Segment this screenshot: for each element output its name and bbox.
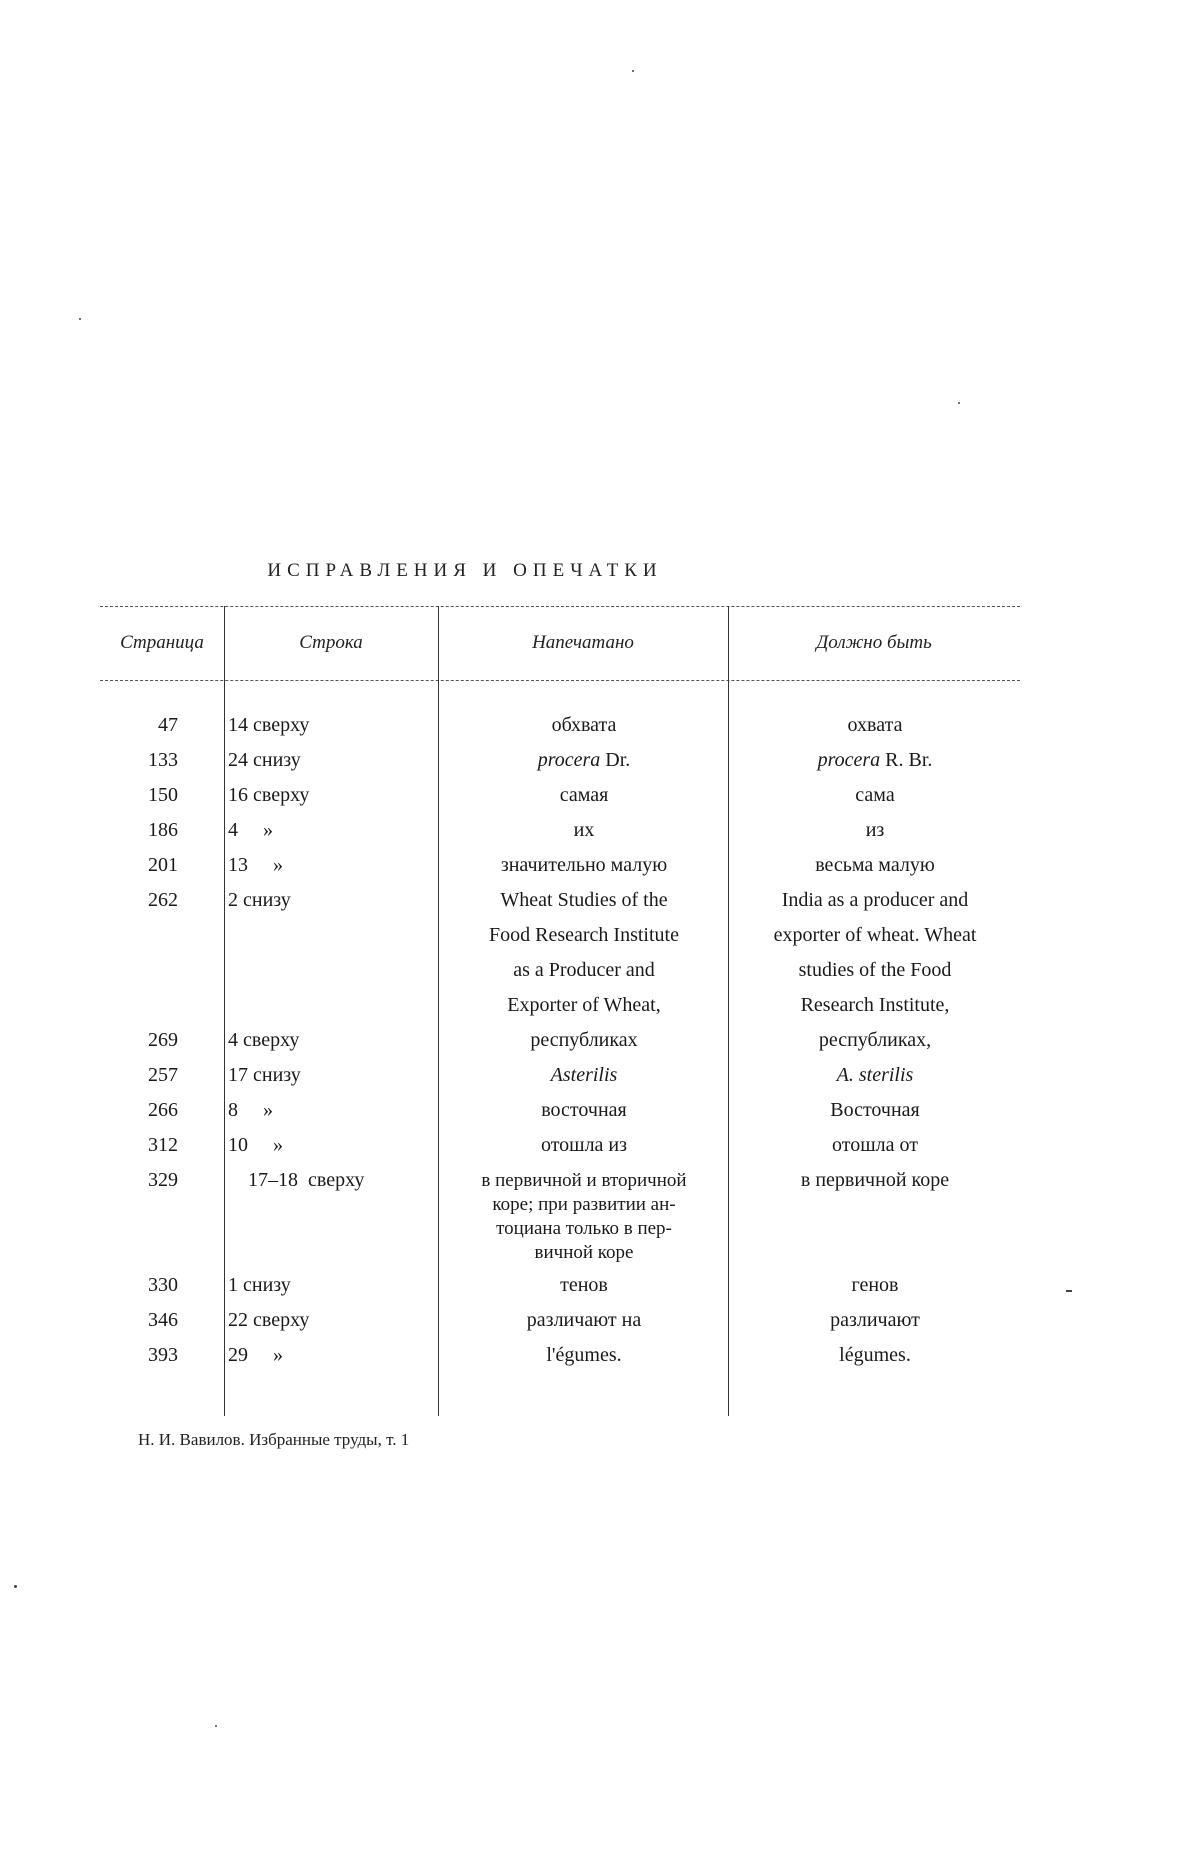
- cell-should-be: из: [865, 819, 885, 841]
- should-line: exporter of wheat. Wheat: [773, 924, 977, 946]
- cell-line: 17–18 сверху: [248, 1169, 365, 1191]
- cell-should-be: сама: [855, 784, 895, 806]
- cell-page: 266: [148, 1099, 178, 1121]
- cell-line: 8 »: [228, 1099, 273, 1121]
- cell-page: 186: [148, 819, 178, 841]
- cell-printed: их: [573, 819, 595, 841]
- cell-page: 262: [148, 889, 178, 911]
- scan-speck: [1066, 1290, 1072, 1292]
- cell-should-be: [730, 743, 1020, 778]
- column-divider: [438, 606, 439, 1416]
- cell-should-be: охвата: [847, 714, 903, 736]
- cell-printed: самая: [559, 784, 609, 806]
- printed-line: тоциана только в пер-: [496, 1218, 672, 1239]
- cell-printed: Asterilis: [550, 1064, 618, 1086]
- scan-speck: [958, 402, 960, 404]
- cell-page: 257: [148, 1064, 178, 1086]
- should-rest: R. Br.: [880, 749, 933, 771]
- cell-line: 10 »: [228, 1134, 283, 1156]
- cell-should-be: [730, 883, 1020, 1023]
- page-title: ИСПРАВЛЕНИЯ И ОПЕЧАТКИ: [267, 560, 663, 581]
- printed-italic: procera: [537, 749, 601, 771]
- printed-line: коре; при развитии ан-: [492, 1194, 676, 1215]
- cell-page: 150: [148, 784, 178, 806]
- errata-table: [100, 594, 1020, 1424]
- cell-line: 17 снизу: [228, 1064, 301, 1086]
- cell-line: 29 »: [228, 1344, 283, 1366]
- cell-printed: восточная: [541, 1099, 627, 1121]
- printed-line: as a Producer and: [513, 959, 655, 981]
- cell-should-be: республиках,: [818, 1029, 932, 1051]
- cell-should-be: A. sterilis: [836, 1064, 914, 1086]
- scan-speck: [14, 1585, 17, 1588]
- printed-line: в первичной и вторичной: [481, 1170, 687, 1191]
- cell-printed: различают на: [526, 1309, 642, 1331]
- cell-line: 22 сверху: [228, 1309, 310, 1331]
- header-bottom-rule: [100, 680, 1020, 681]
- should-line: India as a producer and: [781, 889, 969, 911]
- cell-line: 14 сверху: [228, 714, 310, 736]
- column-divider: [728, 606, 729, 1416]
- scan-speck: [215, 1725, 217, 1727]
- cell-printed: тенов: [560, 1274, 608, 1296]
- cell-page: 393: [148, 1344, 178, 1366]
- cell-line: 2 снизу: [228, 889, 291, 911]
- printed-line: вичной коре: [534, 1242, 634, 1263]
- scan-speck: [632, 70, 634, 72]
- table-top-rule: [100, 606, 1020, 607]
- cell-page: 269: [148, 1029, 178, 1051]
- cell-printed: [440, 883, 728, 1023]
- cell-printed: [440, 1169, 728, 1265]
- cell-printed: отошла из: [540, 1134, 628, 1156]
- should-line: Research Institute,: [800, 994, 950, 1016]
- cell-page: 330: [148, 1274, 178, 1296]
- cell-line: 24 снизу: [228, 749, 301, 771]
- cell-should-be: légumes.: [839, 1344, 911, 1366]
- cell-line: 16 сверху: [228, 784, 310, 806]
- cell-should-be: весьма малую: [815, 854, 935, 876]
- cell-line: 13 »: [228, 854, 283, 876]
- should-italic: procera: [817, 749, 881, 771]
- cell-page: 312: [148, 1134, 178, 1156]
- cell-page: 329: [148, 1169, 178, 1191]
- cell-printed: [440, 743, 728, 778]
- cell-page: 47: [158, 714, 178, 736]
- should-line: studies of the Food: [798, 959, 952, 981]
- cell-printed: обхвата: [551, 714, 617, 736]
- cell-printed: значительно малую: [500, 854, 668, 876]
- cell-should-be: генов: [851, 1274, 899, 1296]
- header-page: Страница: [120, 632, 204, 653]
- page-footer: Н. И. Вавилов. Избранные труды, т. 1: [138, 1430, 410, 1449]
- cell-printed: l'égumes.: [546, 1344, 622, 1366]
- scan-speck: [79, 318, 81, 320]
- cell-line: 4 сверху: [228, 1029, 300, 1051]
- column-divider: [224, 606, 225, 1416]
- header-should-be: Должно быть: [816, 632, 932, 653]
- printed-line: Food Research Institute: [489, 924, 679, 946]
- printed-line: Wheat Studies of the: [500, 889, 668, 911]
- cell-page: 133: [148, 749, 178, 771]
- cell-line: 4 »: [228, 819, 273, 841]
- cell-printed: республиках: [530, 1029, 638, 1051]
- cell-should-be: в первичной коре: [800, 1169, 950, 1191]
- cell-page: 346: [148, 1309, 178, 1331]
- header-printed: Напечатано: [532, 632, 634, 653]
- cell-line: 1 снизу: [228, 1274, 291, 1296]
- cell-should-be: Восточная: [830, 1099, 920, 1121]
- cell-should-be: различают: [830, 1309, 920, 1331]
- printed-line: Exporter of Wheat,: [507, 994, 661, 1016]
- cell-should-be: отошла от: [832, 1134, 918, 1156]
- cell-page: 201: [148, 854, 178, 876]
- header-line: Строка: [299, 632, 363, 653]
- printed-rest: Dr.: [600, 749, 631, 771]
